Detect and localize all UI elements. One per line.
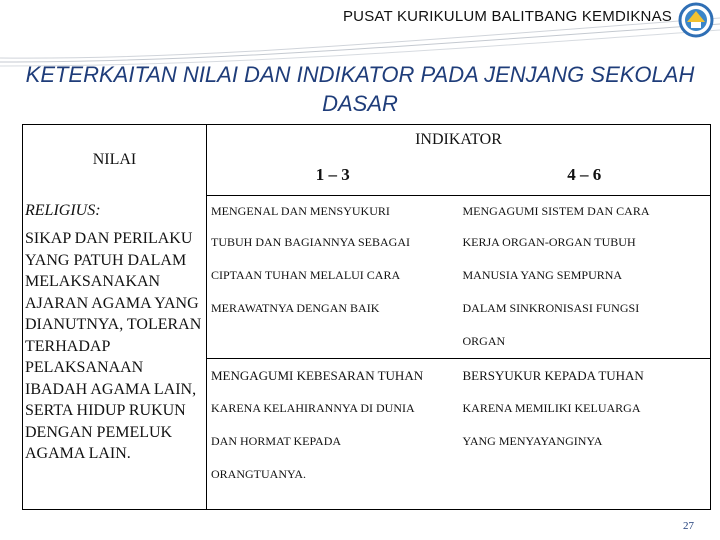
indicator-line: MERAWATNYA DENGAN BAIK bbox=[211, 301, 380, 315]
subheader-grade-4-6: 4 – 6 bbox=[459, 155, 711, 196]
value-name-religius: RELIGIUS: bbox=[23, 196, 207, 227]
slide-title: KETERKAITAN NILAI DAN INDIKATOR PADA JENJANG SEKOLAH DASAR bbox=[25, 62, 695, 116]
indicator-line: MANUSIA YANG SEMPURNA bbox=[462, 268, 623, 282]
page-number: 27 bbox=[683, 520, 694, 532]
indicator-line: KERJA ORGAN-ORGAN TUBUH bbox=[462, 235, 636, 249]
indicator-line: KARENA KELAHIRANNYA DI DUNIA bbox=[211, 401, 415, 415]
indicator-top-grade-4-6: MENGAGUMI SISTEM DAN CARA bbox=[459, 196, 711, 227]
indicator-line: CIPTAAN TUHAN MELALUI CARA bbox=[211, 268, 401, 282]
indicator-block2-grade-4-6 bbox=[459, 359, 711, 510]
indicator-line: ORGAN bbox=[462, 334, 506, 348]
subheader-grade-1-3: 1 – 3 bbox=[207, 155, 459, 196]
column-header-indikator: INDIKATOR bbox=[207, 125, 711, 156]
indicator-block1-grade-1-3 bbox=[207, 226, 459, 359]
indicator-line: ORANGTUANYA. bbox=[211, 467, 306, 481]
indicator-line: YANG MENYAYANGINYA bbox=[462, 434, 603, 448]
column-header-nilai: NILAI bbox=[23, 125, 207, 196]
value-description: SIKAP DAN PERILAKU YANG PATUH DALAM MELAKSANAKAN AJARAN AGAMA YANG DIANUTNYA, TOLERAN TERHADAP PELAKSANAAN IBADAH AGAMA LAIN, SERTA HIDUP RUKUN DENGAN PEMELUK AGAMA LAIN. bbox=[23, 226, 207, 510]
indicator-line: DALAM SINKRONISASI FUNGSI bbox=[462, 301, 640, 315]
values-indicator-table bbox=[22, 124, 711, 510]
indicator-top-grade-1-3: MENGENAL DAN MENSYUKURI bbox=[211, 203, 390, 218]
indicator-line: TUBUH DAN BAGIANNYA SEBAGAI bbox=[211, 235, 411, 249]
ministry-logo-icon bbox=[678, 2, 714, 38]
indicator-line: DAN HORMAT KEPADA bbox=[211, 434, 342, 448]
indicator-block2-grade-1-3 bbox=[207, 359, 459, 510]
header-title: PUSAT KURIKULUM BALITBANG KEMDIKNAS bbox=[342, 8, 672, 25]
indicator-line: BERSYUKUR KEPADA TUHAN bbox=[462, 368, 644, 383]
indicator-block1-grade-4-6 bbox=[459, 226, 711, 359]
header-bar bbox=[0, 0, 720, 44]
indicator-line: MENGAGUMI KEBESARAN TUHAN bbox=[211, 368, 424, 383]
indicator-line: KARENA MEMILIKI KELUARGA bbox=[462, 401, 641, 415]
